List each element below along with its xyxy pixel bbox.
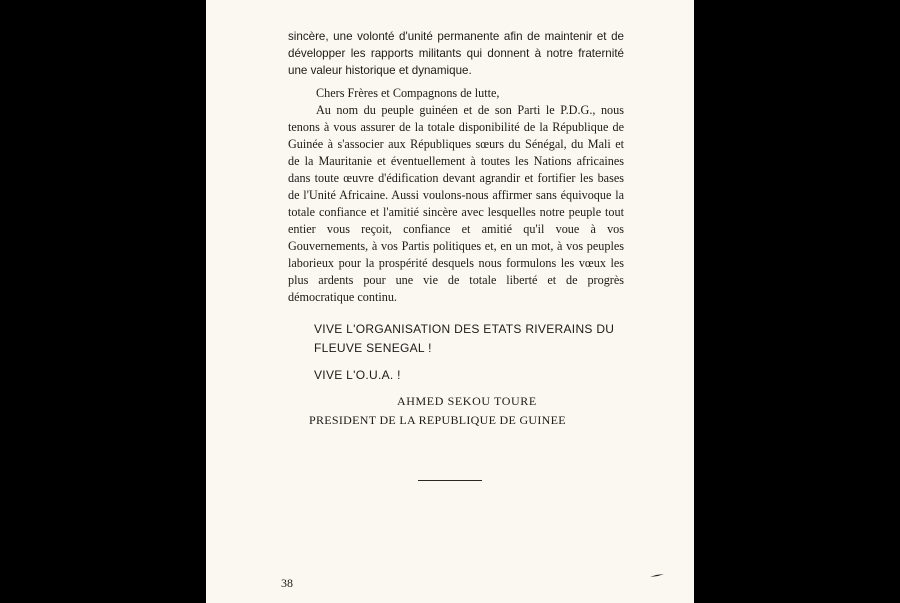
page-number: 38 [281, 576, 293, 590]
signature-name: AHMED SEKOU TOURE [397, 394, 537, 408]
slogan-oua: VIVE L'O.U.A. ! [314, 368, 401, 382]
ink-mark-icon [650, 574, 664, 578]
salutation: Chers Frères et Compagnons de lutte, [316, 86, 500, 100]
document-page [206, 0, 694, 603]
slogan-omvs: VIVE L'ORGANISATION DES ETATS RIVERAINS DU FLEUVE SENEGAL ! [314, 322, 615, 355]
signature-title: PRESIDENT DE LA REPUBLIQUE DE GUINEE [309, 413, 566, 427]
paragraph-continuation: sincère, une volonté d'unité permanente afin de maintenir et de développer les rapports militants qui donnent à notre fraternité une valeur historique et dynamique. [288, 30, 624, 77]
body-paragraph: Au nom du peuple guinéen et de son Parti le P.D.G., nous tenons à vous assurer de la totale disponibilité de la République de Guinée à s'associer aux Républiques sœurs du Sénégal, du Mali et de la Mauritanie et éventuellement à toutes les Nations africaines dans toute œuvre d'édification devant agrandir et fortifier les bases de l'Unité Africaine. Aussi voulons-nous affirmer sans équivoque la totale confiance et l'amitié sincère avec lesquelles notre peuple tout entier vous reçoit, confiance et amitié qu'il voue à vos Gouvernements, à vos Partis politiques et, en un mot, à vos peuples laborieux pour la prospérité desquels nous formulons les vœux les plus ardents pour une vie de totale liberté et de progrès démocratique continu. [288, 103, 624, 304]
closing-rule [418, 480, 482, 481]
